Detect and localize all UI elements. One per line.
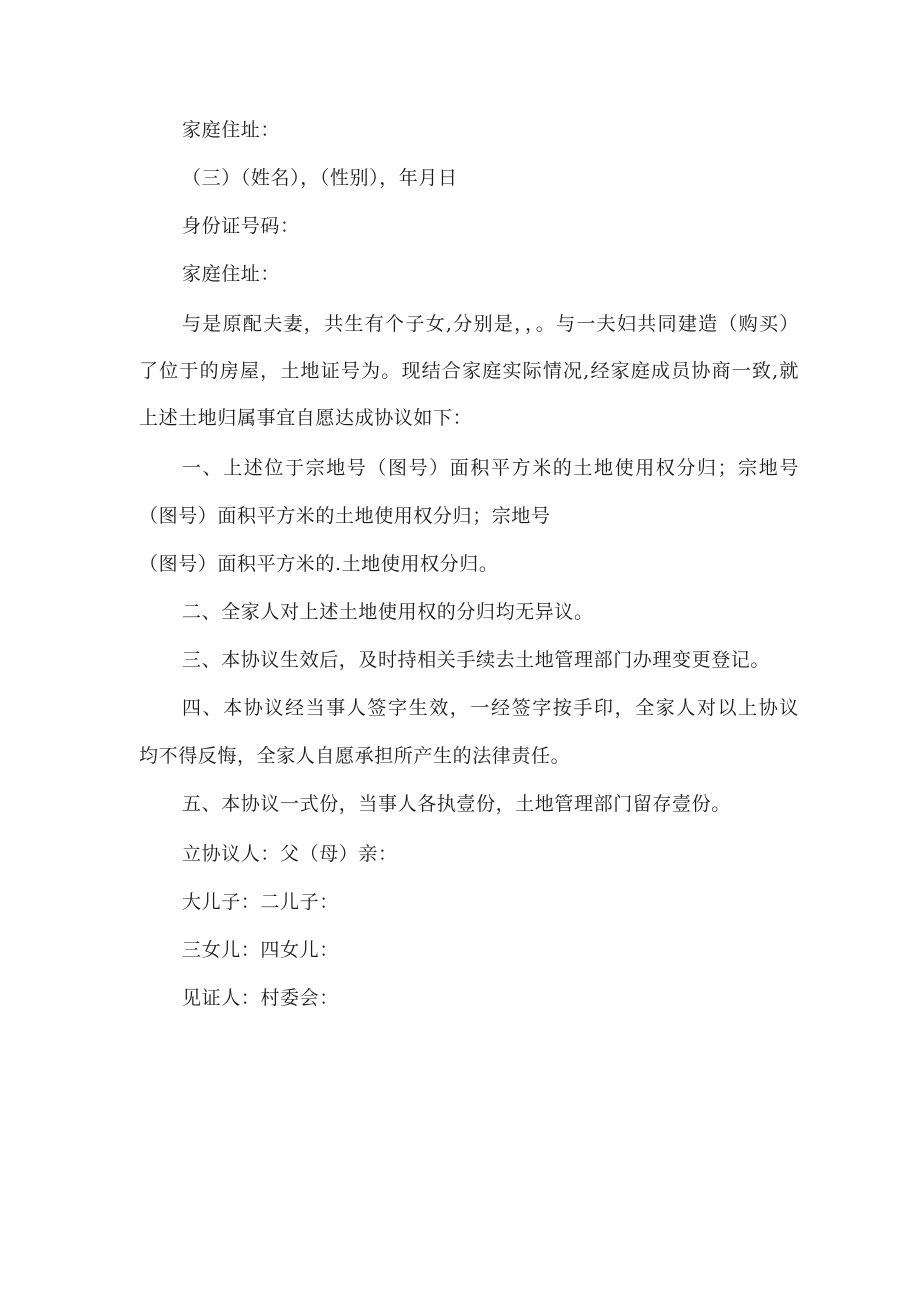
clause-four-line-2: 均不得反悔，全家人自愿承担所产生的法律责任。 bbox=[139, 745, 571, 767]
signatory-parent: 立协议人：父（母）亲： bbox=[182, 843, 398, 865]
home-address-label-1: 家庭住址： bbox=[182, 119, 281, 141]
intro-paragraph-line-2: 了位于的房屋，土地证号为。现结合家庭实际情况,经家庭成员协商一致,就 bbox=[139, 360, 799, 382]
clause-four-line-1: 四、本协议经当事人签字生效，一经签字按手印，全家人对以上协议 bbox=[182, 697, 799, 719]
clause-five: 五、本协议一式份，当事人各执壹份，土地管理部门留存壹份。 bbox=[182, 793, 731, 815]
clause-two: 二、全家人对上述土地使用权的分归均无异议。 bbox=[182, 601, 594, 623]
intro-paragraph-line-3: 上述土地归属事宜自愿达成协议如下： bbox=[139, 407, 473, 429]
signatory-sons: 大儿子：二儿子： bbox=[182, 891, 339, 913]
intro-paragraph-line-1: 与是原配夫妻，共生有个子女,分别是，，。与一夫妇共同建造（购买） bbox=[182, 313, 799, 335]
clause-one-line-1: 一、上述位于宗地号（图号）面积平方米的土地使用权分归；宗地号 bbox=[182, 457, 799, 479]
signatory-daughters: 三女儿：四女儿： bbox=[182, 939, 339, 961]
home-address-label-2: 家庭住址： bbox=[182, 263, 281, 285]
clause-three: 三、本协议生效后，及时持相关手续去土地管理部门办理变更登记。 bbox=[182, 649, 771, 671]
witness-village-committee: 见证人：村委会： bbox=[182, 987, 339, 1009]
id-number-label: 身份证号码： bbox=[182, 215, 300, 237]
person-three-info: （三）（姓名），（性别），年月日 bbox=[182, 167, 458, 189]
clause-one-line-3: （图号）面积平方米的.土地使用权分归。 bbox=[139, 553, 499, 575]
clause-one-line-2: （图号）面积平方米的土地使用权分归；宗地号 bbox=[139, 505, 551, 527]
